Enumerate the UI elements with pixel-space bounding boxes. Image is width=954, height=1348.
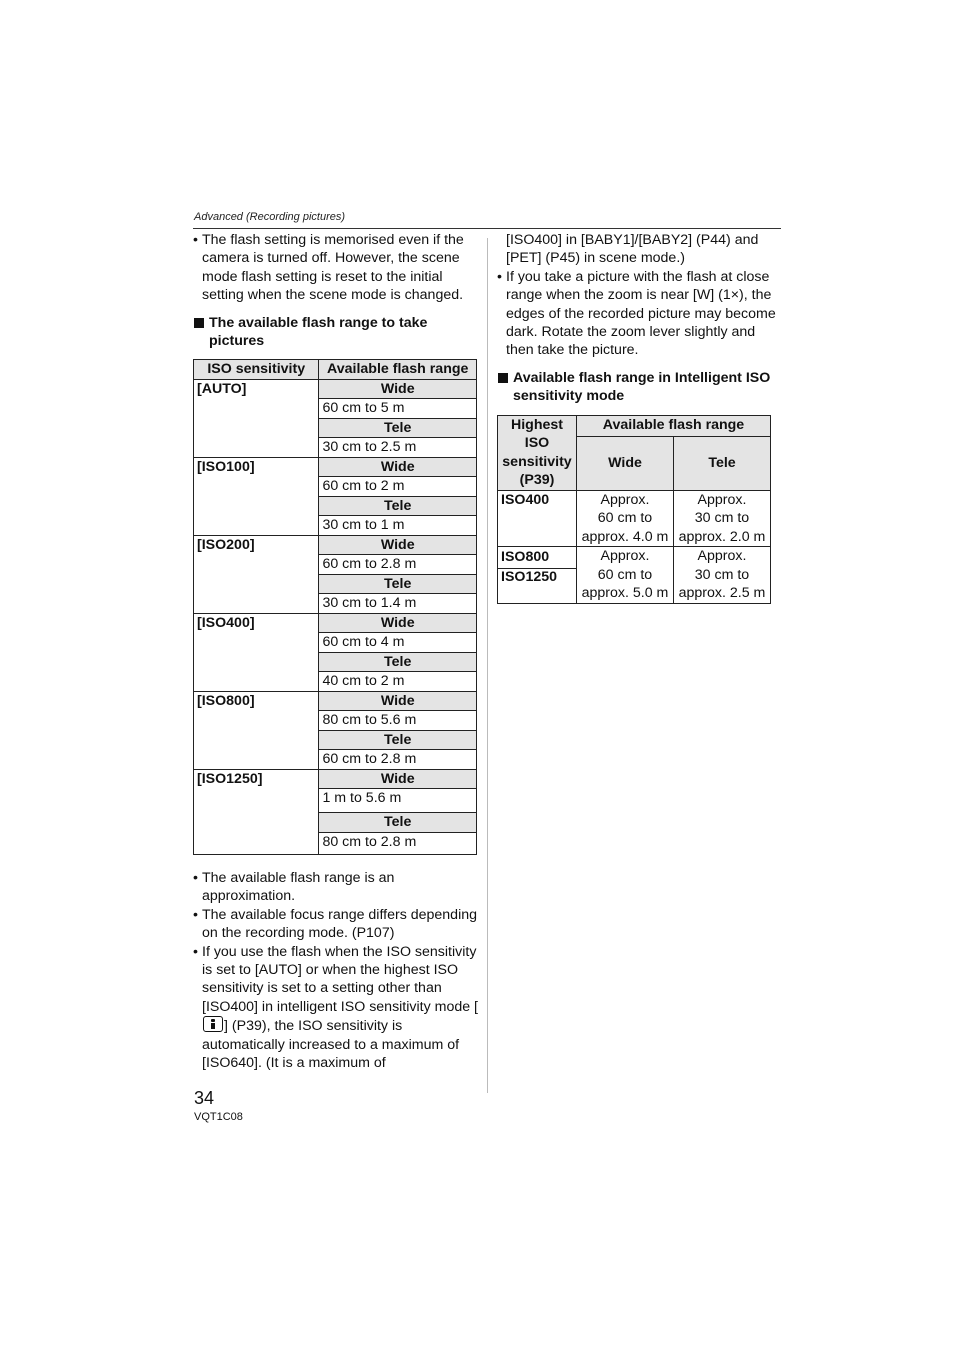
iso-cell-800: [ISO800] [194,691,319,769]
tele-label: Tele [319,730,477,750]
iso-cell-1250: [ISO1250] [194,769,319,854]
left-column [193,231,478,1072]
wide-label: Wide [319,379,477,399]
intelligent-iso-icon [203,1016,223,1032]
wide-label: Wide [319,535,477,555]
iso800-label: ISO800 [498,547,576,569]
table-header-range: Available flash range [319,360,477,380]
tele-label: Tele [319,813,477,833]
flash-range-heading [193,314,478,351]
right-column [497,231,781,604]
column-divider [487,238,488,1093]
tele-range: 80 cm to 2.8 m [319,832,477,854]
iso-auto-note [193,943,478,1073]
focus-range-note: • The available focus range differs depending on the recording mode. (P107) [193,906,478,943]
tele-range: 40 cm to 2 m [319,672,477,692]
iso400-wide: Approx. 60 cm to approx. 4.0 m [577,490,674,547]
wide-range: 60 cm to 2 m [319,477,477,497]
tele-range: 30 cm to 1 m [319,516,477,536]
iso800-wide: Approx. 60 cm to approx. 5.0 m [577,547,674,604]
tele-label: Tele [319,418,477,438]
intelligent-iso-heading [497,369,781,406]
iso400-tele: Approx. 30 cm to approx. 2.0 m [674,490,771,547]
iso-cell-400: [ISO400] [194,613,319,691]
iso-cell-100: [ISO100] [194,457,319,535]
tele-header: Tele [674,436,771,490]
available-range-header: Available flash range [577,415,771,436]
wide-range: 60 cm to 4 m [319,633,477,653]
memorised-flash-note: • The flash setting is memorised even if the camera is turned off. However, the scene mode flash setting is reset to the initial setting when the scene mode is changed. [193,231,478,305]
tele-range: 60 cm to 2.8 m [319,750,477,770]
iso-auto-note-part1: If you use the flash when the ISO sensitivity is set to [AUTO] or when the highest ISO sensitivity is set to a setting other than [ISO400] in intelligent ISO sensitivity mode [ [202,943,478,1015]
iso400-cell: ISO400 [498,490,577,547]
scene-mode-continuation: [ISO400] in [BABY1]/[BABY2] (P44) and [PET] (P45) in scene mode.) [506,232,759,267]
iso1250-label: ISO1250 [501,569,558,586]
iso800-1250-cell [498,547,577,604]
iso-auto-note-part2: ] (P39), the ISO sensitivity is automatically increased to a maximum of [ISO640]. (It is a maximum of [202,1018,460,1071]
section-label: Advanced (Recording pictures) [194,211,346,223]
wide-range: 1 m to 5.6 m [319,789,477,813]
intelligent-iso-heading-text: Available flash range in Intelligent ISO sensitivity mode [513,369,771,405]
heading-square-icon [498,373,508,383]
iso800-tele: Approx. 30 cm to approx. 2.5 m [674,547,771,604]
tele-label: Tele [319,574,477,594]
wide-range: 60 cm to 2.8 m [319,555,477,575]
iso-cell-auto: [AUTO] [194,379,319,457]
wide-range: 80 cm to 5.6 m [319,711,477,731]
flash-range-heading-text: The available flash range to take pictures [209,314,428,350]
wide-range: 60 cm to 5 m [319,399,477,419]
wide-label: Wide [319,613,477,633]
heading-square-icon [194,318,204,328]
tele-range: 30 cm to 2.5 m [319,438,477,458]
wide-label: Wide [319,691,477,711]
tele-label: Tele [319,496,477,516]
approximation-note: • The available flash range is an approximation. [193,869,478,906]
intelligent-iso-table [497,415,771,604]
wide-label: Wide [319,769,477,789]
header-rule [193,228,781,229]
flash-range-table [193,359,477,855]
document-code: VQT1C08 [194,1111,243,1123]
wide-label: Wide [319,457,477,477]
table-header-iso: ISO sensitivity [194,360,319,380]
wide-header: Wide [577,436,674,490]
tele-range: 30 cm to 1.4 m [319,594,477,614]
zoom-flash-note: • If you take a picture with the flash at close range when the zoom is near [W] (1×), the edges of the recorded picture may become dark. Rotate the zoom lever slightly and then take the picture. [497,268,781,360]
page-number: 34 [194,1088,215,1108]
highest-iso-header: Highest ISO sensitivity (P39) [498,415,577,490]
tele-label: Tele [319,652,477,672]
iso-cell-200: [ISO200] [194,535,319,613]
